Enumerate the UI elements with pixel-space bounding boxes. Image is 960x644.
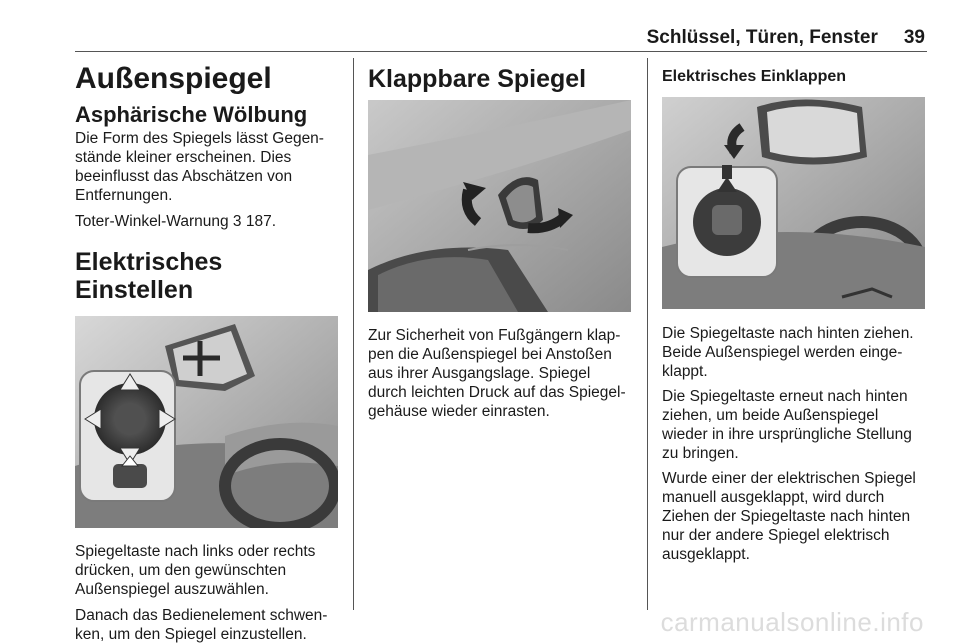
paragraph-adjust-mirror: Danach das Bedienelement schwen- ken, um den Spiegel einzustellen. xyxy=(75,607,328,643)
paragraph-aspheric: Die Form des Spiegels lässt Gegen- stände kleiner erscheinen. Dies beeinflusst das Abschätzen von Entfernungen. xyxy=(75,130,324,204)
paragraph-folding-mirrors: Zur Sicherheit von Fußgängern klap- pen die Außenspiegel bei Anstoßen aus ihrer Ausgangslage. Spiegel durch leichten Druck auf das Spiegel- gehäuse wieder einrasten. xyxy=(368,327,626,420)
column-2 xyxy=(368,60,632,421)
watermark: carmanualsonline.info xyxy=(660,607,924,637)
header-divider xyxy=(75,51,927,52)
paragraph-fold-out: Die Spiegeltaste erneut nach hinten ziehen, um beide Außenspiegel wieder in ihre ursprüngliche Stellung zu bringen. xyxy=(662,388,912,462)
page-number: 39 xyxy=(903,27,925,48)
paragraph-blind-spot: Toter-Winkel-Warnung 3 187. xyxy=(75,213,277,230)
column-divider-2 xyxy=(647,58,648,610)
paragraph-fold-in: Die Spiegeltaste nach hinten ziehen. Beide Außenspiegel werden einge- klappt. xyxy=(662,325,914,380)
electric-folding-illustration xyxy=(662,97,925,309)
heading-folding-mirrors: Klappbare Spiegel xyxy=(368,65,587,93)
column-3 xyxy=(662,60,928,564)
section-title-exterior-mirrors: Außenspiegel xyxy=(75,62,272,95)
column-1 xyxy=(75,60,343,644)
paragraph-manual-fold: Wurde einer der elektrischen Spiegel manuell ausgeklappt, wird durch Ziehen der Spiegeltaste nach hinten nur der andere Spiegel elektrisch ausgeklappt. xyxy=(662,470,916,563)
heading-electric-adjust: Elektrisches Einstellen xyxy=(75,248,223,304)
header-title: Schlüssel, Türen, Fenster xyxy=(646,27,878,48)
paragraph-select-mirror: Spiegeltaste nach links oder rechts drücken, um den gewünschten Außenspiegel auszuwählen. xyxy=(75,543,316,598)
column-divider-1 xyxy=(353,58,354,610)
heading-aspheric: Asphärische Wölbung xyxy=(75,102,308,127)
folding-mirror-illustration xyxy=(368,100,631,312)
heading-electric-folding: Elektrisches Einklappen xyxy=(662,68,847,85)
mirror-adjust-illustration xyxy=(75,316,338,528)
page-header xyxy=(75,27,925,49)
